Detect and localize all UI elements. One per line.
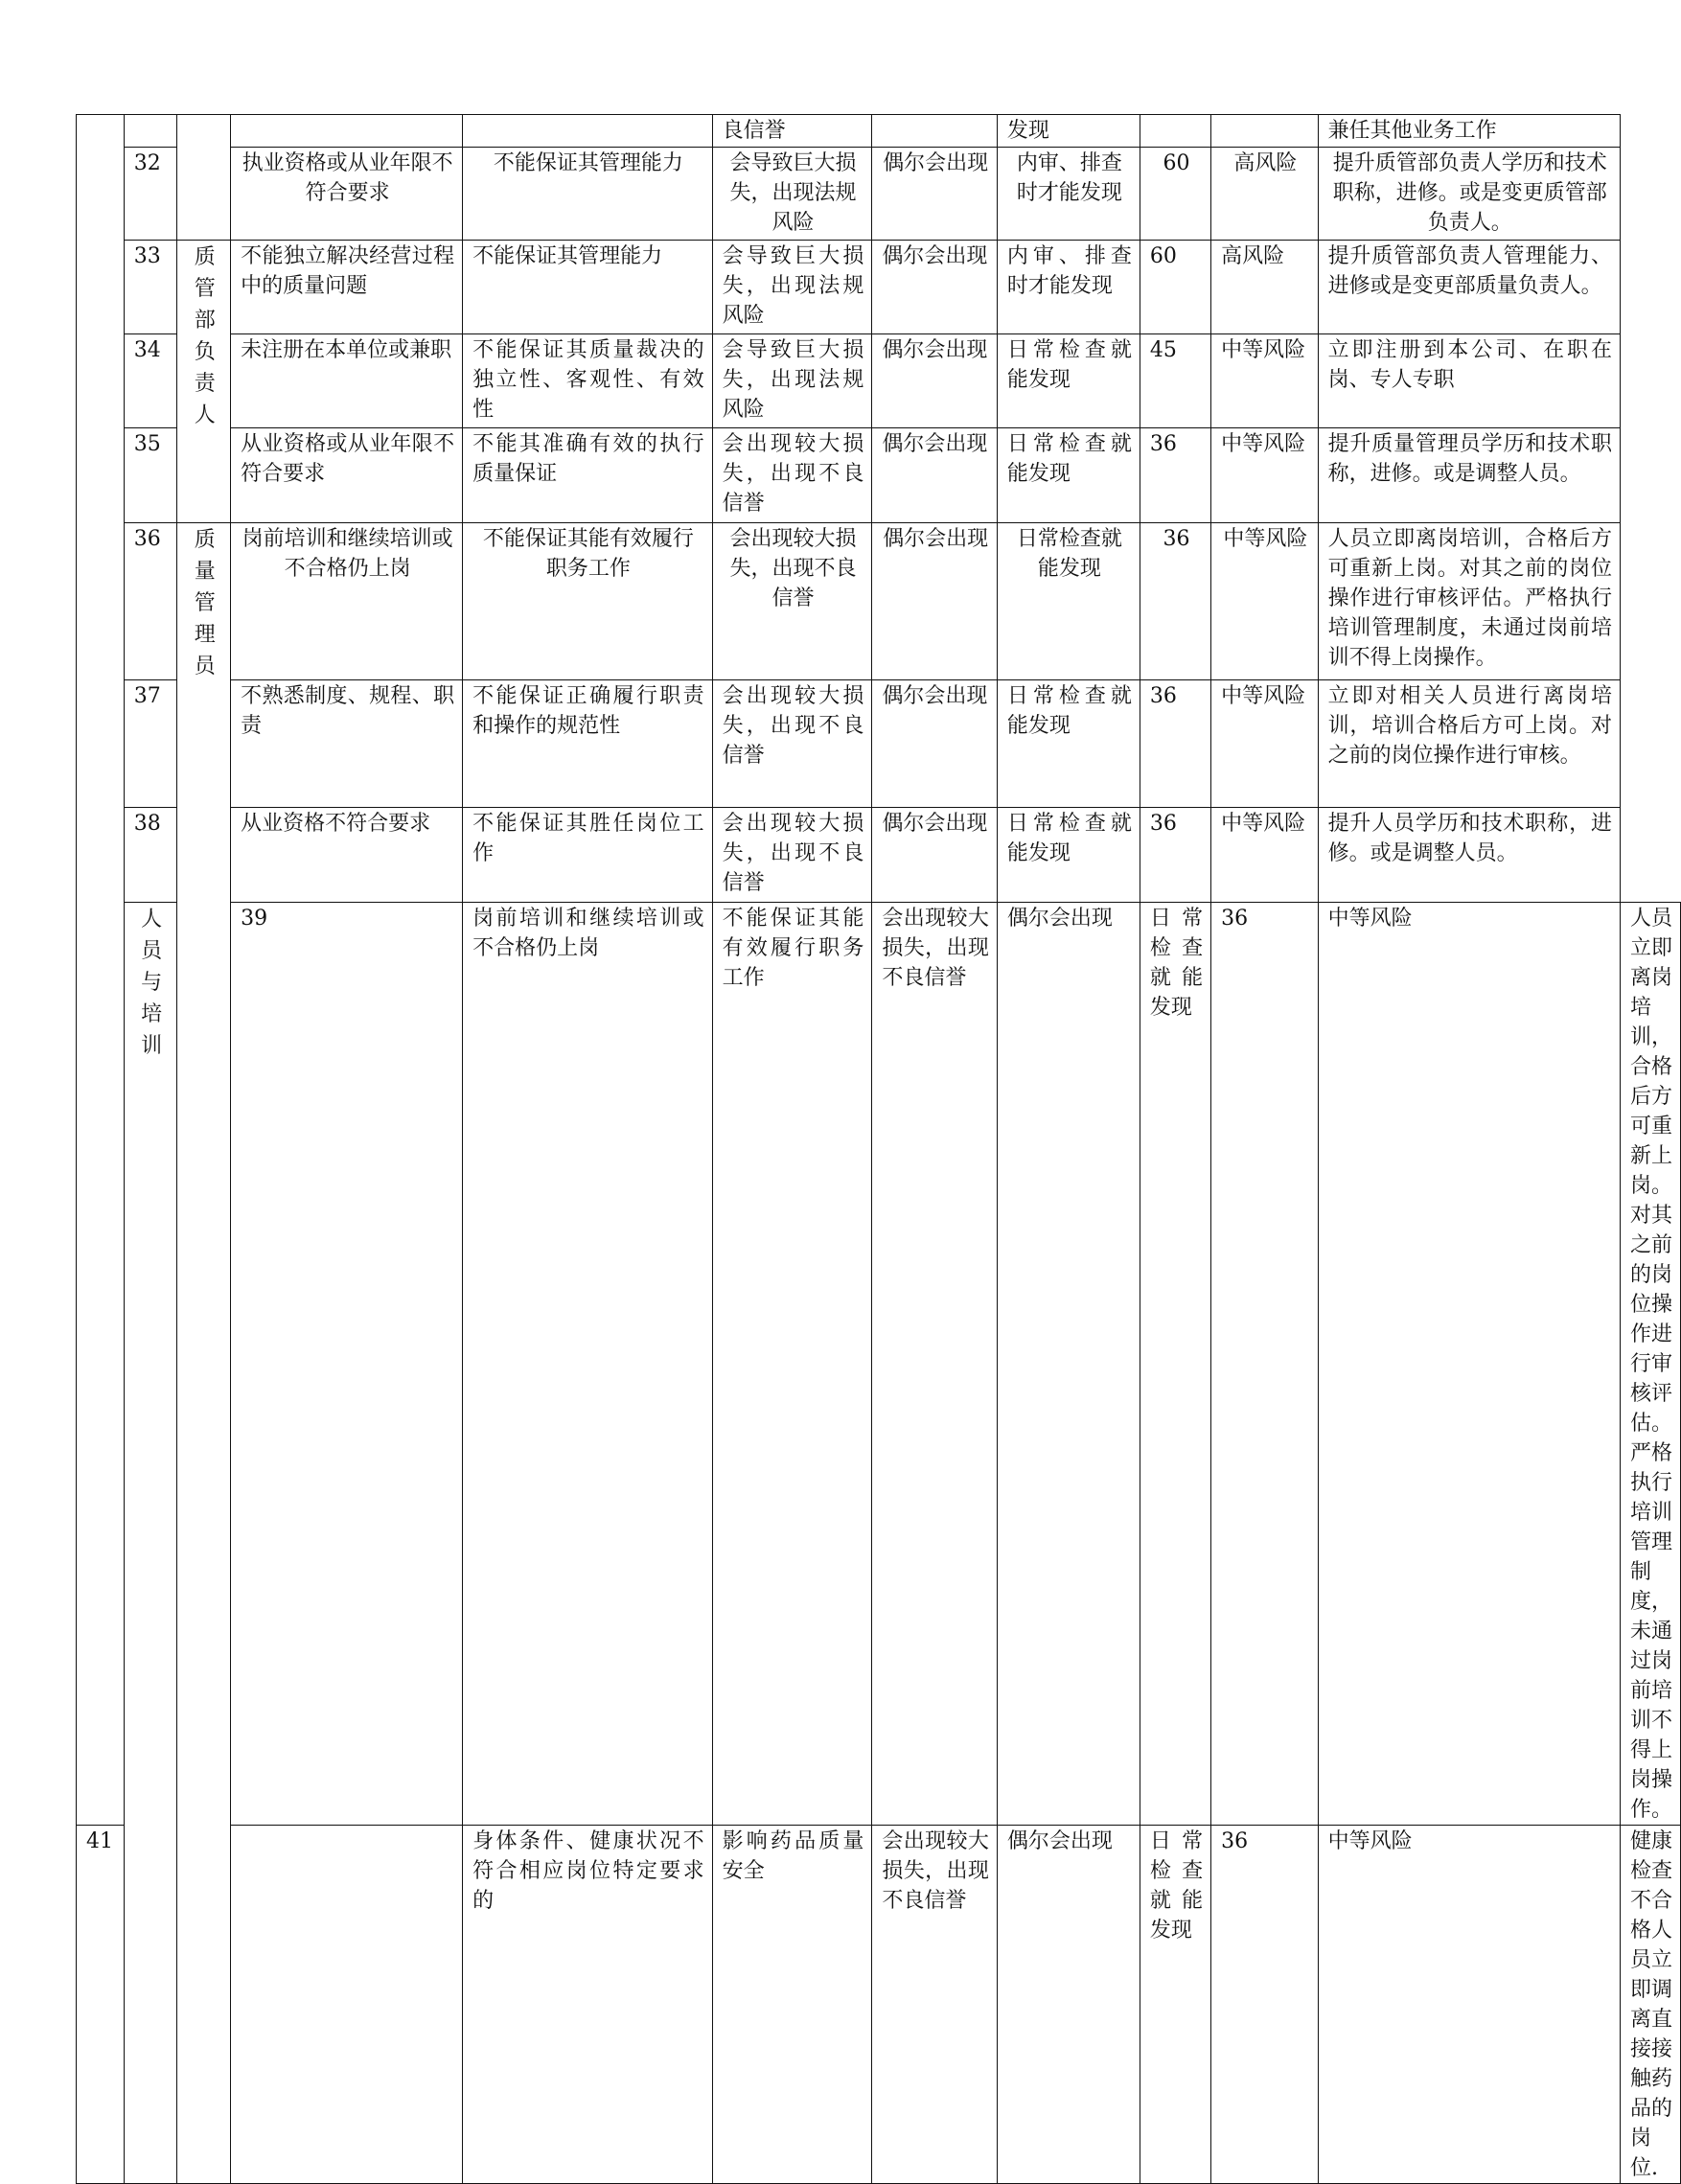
table-row <box>77 148 1681 241</box>
detection-cell: 日常检查就能发现 <box>1140 1826 1210 2184</box>
item-cell: 不熟悉制度、规程、职责 <box>231 680 463 808</box>
consequence-cell: 会导致巨大损失，出现法规风险 <box>712 241 872 334</box>
score-cell: 36 <box>1211 903 1318 1826</box>
detection-cell: 日常检查就能发现 <box>997 428 1140 523</box>
level-cell: 中等风险 <box>1211 808 1318 903</box>
likelihood-cell: 偶尔会出现 <box>872 680 997 808</box>
consequence-cell: 良信誉 <box>712 115 872 148</box>
measure-cell: 提升质管部负责人管理能力、进修或是变更部质量负责人。 <box>1318 241 1620 334</box>
table-row <box>77 1826 1681 2184</box>
measure-cell: 健康检查不合格人员立即调离直接接触药品的岗位. <box>1621 1826 1681 2184</box>
table-row-continuation <box>77 115 1681 148</box>
impact-cell: 不能保证其能有效履行职务工作 <box>712 903 872 1826</box>
measure-cell: 立即对相关人员进行离岗培训，培训合格后方可上岗。对之前的岗位操作进行审核。 <box>1318 680 1620 808</box>
item-cell: 从业资格或从业年限不符合要求 <box>231 428 463 523</box>
score-cell: 36 <box>1140 428 1210 523</box>
impact-cell: 不能保证其管理能力 <box>463 241 713 334</box>
likelihood-cell: 偶尔会出现 <box>872 148 997 241</box>
number-cell: 39 <box>231 903 463 1826</box>
consequence-cell: 会出现较大损失，出现不良信誉 <box>872 1826 997 2184</box>
table-row <box>77 241 1681 334</box>
item-cell: 岗前培训和继续培训或不合格仍上岗 <box>463 903 713 1826</box>
consequence-cell: 会出现较大损失，出现不良信誉 <box>712 680 872 808</box>
impact-cell: 不能保证其能有效履行职务工作 <box>463 523 713 680</box>
detection-cell: 日常检查就能发现 <box>997 523 1140 680</box>
number-cell: 37 <box>124 680 177 808</box>
role-cell-empty <box>231 1826 463 2184</box>
consequence-cell: 会出现较大损失，出现不良信誉 <box>872 903 997 1826</box>
risk-assessment-table <box>76 114 1681 2184</box>
item-cell: 从业资格不符合要求 <box>231 808 463 903</box>
detection-cell: 日常检查就能发现 <box>997 680 1140 808</box>
measure-cell: 提升质量管理员学历和技术职称，进修。或是调整人员。 <box>1318 428 1620 523</box>
likelihood-cell: 偶尔会出现 <box>997 903 1140 1826</box>
consequence-cell: 会出现较大损失，出现不良信誉 <box>712 523 872 680</box>
score-cell: 36 <box>1211 1826 1318 2184</box>
role-cell-quality-head: 质管部负责人 <box>177 241 231 523</box>
table-row <box>77 334 1681 428</box>
table-row <box>77 523 1681 680</box>
detection-cell: 日常检查就能发现 <box>997 334 1140 428</box>
number-cell: 35 <box>124 428 177 523</box>
level-cell: 中等风险 <box>1211 523 1318 680</box>
score-cell: 60 <box>1140 241 1210 334</box>
likelihood-cell: 偶尔会出现 <box>872 523 997 680</box>
category-cell-top <box>77 115 125 1826</box>
detection-cell: 日常检查就能发现 <box>997 808 1140 903</box>
role-cell-quality-officer: 质量管理员 <box>177 523 231 2184</box>
score-cell <box>1140 115 1210 148</box>
measure-cell: 提升质管部负责人学历和技术职称，进修。或是变更质管部负责人。 <box>1318 148 1620 241</box>
score-cell: 60 <box>1140 148 1210 241</box>
score-cell: 45 <box>1140 334 1210 428</box>
level-cell: 中等风险 <box>1211 428 1318 523</box>
impact-cell: 影响药品质量安全 <box>712 1826 872 2184</box>
number-cell: 36 <box>124 523 177 680</box>
number-cell: 38 <box>124 808 177 903</box>
score-cell: 36 <box>1140 808 1210 903</box>
item-cell: 岗前培训和继续培训或不合格仍上岗 <box>231 523 463 680</box>
likelihood-cell: 偶尔会出现 <box>872 428 997 523</box>
likelihood-cell: 偶尔会出现 <box>872 241 997 334</box>
number-cell: 41 <box>77 1826 125 2184</box>
number-cell: 34 <box>124 334 177 428</box>
impact-cell: 不能保证其胜任岗位工作 <box>463 808 713 903</box>
impact-cell: 不能保证其质量裁决的独立性、客观性、有效性 <box>463 334 713 428</box>
impact-cell: 不能保证其管理能力 <box>463 148 713 241</box>
item-cell: 不能独立解决经营过程中的质量问题 <box>231 241 463 334</box>
measure-cell: 人员立即离岗培训，合格后方可重新上岗。对其之前的岗位操作进行审核评估。严格执行培训管理制度，未通过岗前培训不得上岗操作。 <box>1318 523 1620 680</box>
likelihood-cell: 偶尔会出现 <box>872 808 997 903</box>
likelihood-cell: 偶尔会出现 <box>997 1826 1140 2184</box>
table-row <box>77 428 1681 523</box>
measure-cell: 兼任其他业务工作 <box>1318 115 1620 148</box>
number-cell: 33 <box>124 241 177 334</box>
number-cell: 32 <box>124 148 177 241</box>
consequence-cell: 会导致巨大损失，出现法规风险 <box>712 148 872 241</box>
role-cell-previous <box>177 115 231 241</box>
consequence-cell: 会导致巨大损失，出现法规风险 <box>712 334 872 428</box>
item-cell: 执业资格或从业年限不符合要求 <box>231 148 463 241</box>
number-cell <box>124 115 177 148</box>
score-cell: 36 <box>1140 523 1210 680</box>
measure-cell: 提升人员学历和技术职称，进修。或是调整人员。 <box>1318 808 1620 903</box>
likelihood-cell: 偶尔会出现 <box>872 334 997 428</box>
level-cell: 高风险 <box>1211 241 1318 334</box>
detection-cell: 内审、排查时才能发现 <box>997 241 1140 334</box>
table-row <box>77 808 1681 903</box>
detection-cell: 发现 <box>997 115 1140 148</box>
category-cell-personnel: 人员与培训 <box>124 903 177 2184</box>
score-cell: 36 <box>1140 680 1210 808</box>
impact-cell: 不能保证正确履行职责和操作的规范性 <box>463 680 713 808</box>
measure-cell: 立即注册到本公司、在职在岗、专人专职 <box>1318 334 1620 428</box>
level-cell: 中等风险 <box>1318 1826 1620 2184</box>
level-cell: 中等风险 <box>1211 334 1318 428</box>
detection-cell: 内审、排查时才能发现 <box>997 148 1140 241</box>
impact-cell <box>463 115 713 148</box>
likelihood-cell <box>872 115 997 148</box>
consequence-cell: 会出现较大损失，出现不良信誉 <box>712 428 872 523</box>
item-cell <box>231 115 463 148</box>
item-cell: 未注册在本单位或兼职 <box>231 334 463 428</box>
detection-cell: 日常检查就能发现 <box>1140 903 1210 1826</box>
level-cell: 中等风险 <box>1211 680 1318 808</box>
table-row <box>77 903 1681 1826</box>
level-cell: 高风险 <box>1211 148 1318 241</box>
level-cell: 中等风险 <box>1318 903 1620 1826</box>
consequence-cell: 会出现较大损失，出现不良信誉 <box>712 808 872 903</box>
item-cell: 身体条件、健康状况不符合相应岗位特定要求的 <box>463 1826 713 2184</box>
level-cell <box>1211 115 1318 148</box>
table-row <box>77 680 1681 808</box>
impact-cell: 不能其准确有效的执行质量保证 <box>463 428 713 523</box>
measure-cell: 人员立即离岗培训，合格后方可重新上岗。对其之前的岗位操作进行审核评估。严格执行培训管理制度，未通过岗前培训不得上岗操作。 <box>1621 903 1681 1826</box>
